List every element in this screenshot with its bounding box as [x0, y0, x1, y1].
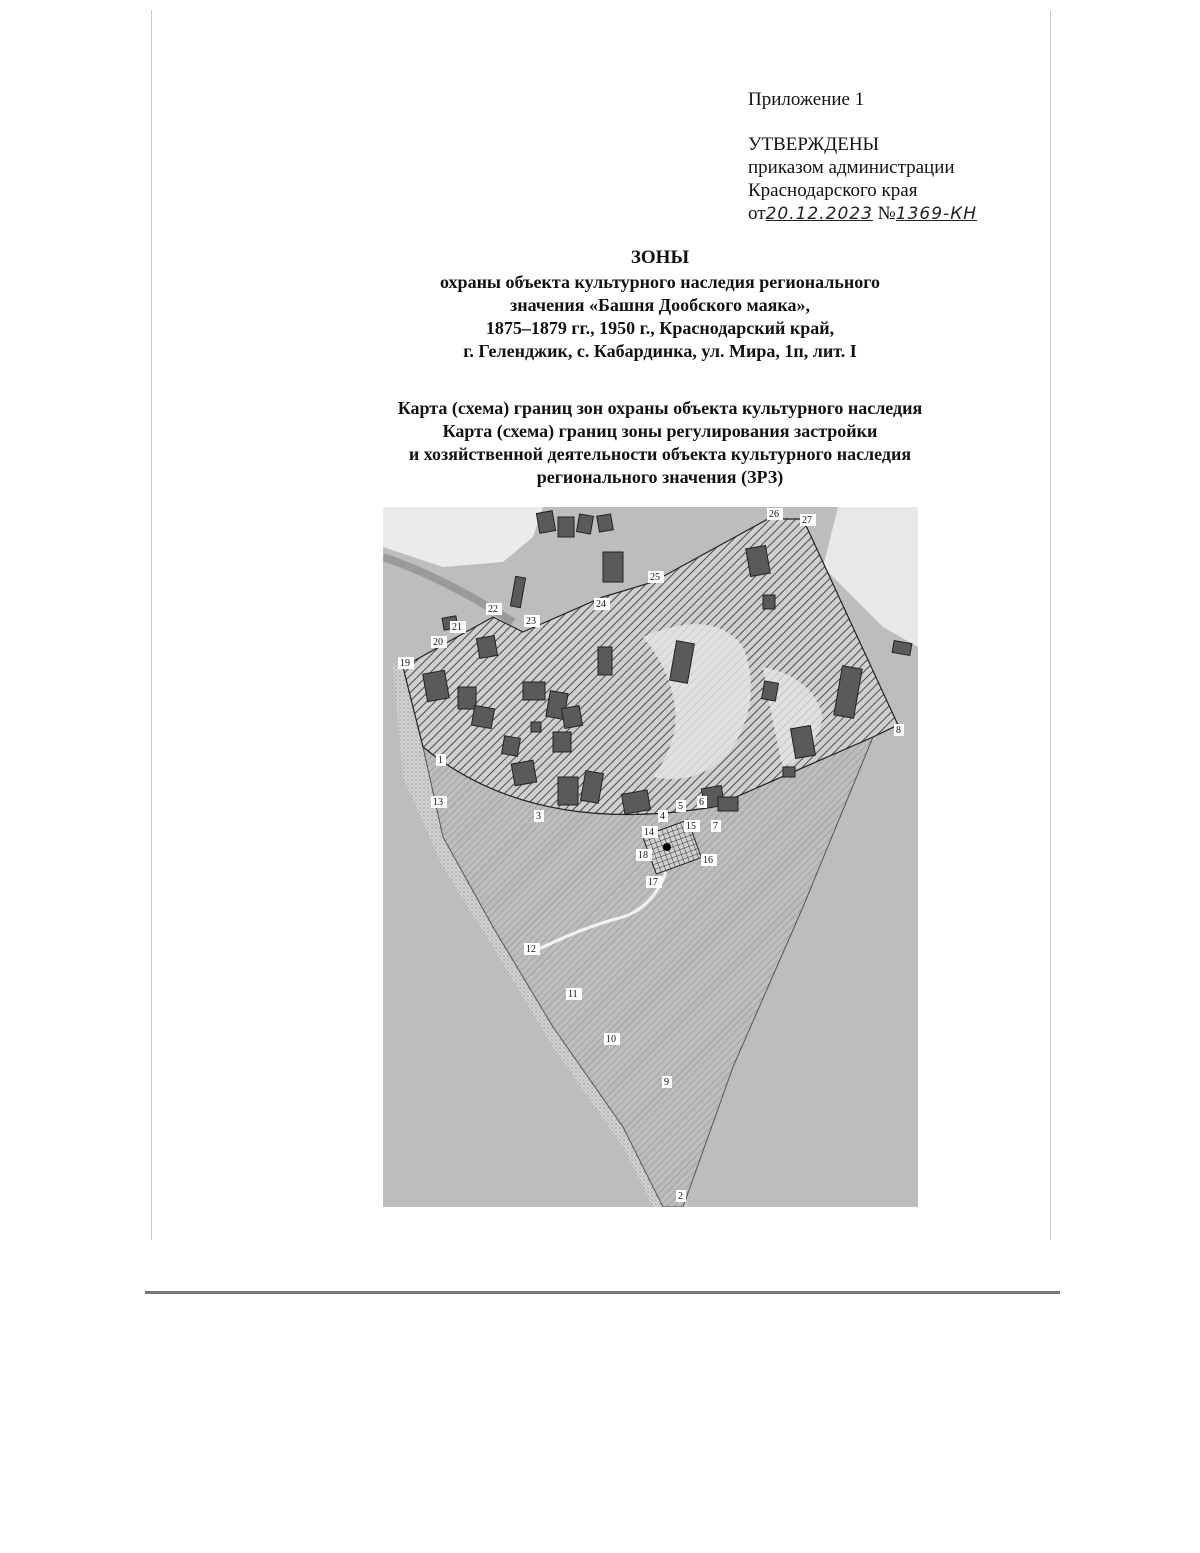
point-label-26: 26	[769, 509, 779, 520]
appendix-label: Приложение 1	[748, 89, 865, 110]
point-label-27: 27	[802, 515, 812, 526]
map-title-line4: регионального значения (ЗРЗ)	[536, 467, 784, 487]
point-label-9: 9	[664, 1077, 669, 1088]
building	[762, 681, 779, 701]
point-label-22: 22	[488, 604, 498, 615]
building	[577, 514, 594, 534]
approved-line1: приказом администрации	[748, 157, 955, 178]
point-label-17: 17	[648, 877, 658, 888]
zone-map	[383, 507, 918, 1207]
building	[502, 736, 521, 757]
point-label-19: 19	[400, 658, 410, 669]
building	[476, 636, 497, 659]
point-label-25: 25	[650, 572, 660, 583]
building	[783, 767, 795, 777]
building	[511, 760, 536, 785]
point-label-18: 18	[638, 850, 648, 861]
point-label-20: 20	[433, 637, 443, 648]
building	[553, 732, 571, 752]
point-label-2: 2	[678, 1191, 683, 1202]
handwritten-date: 20.12.2023	[765, 204, 873, 224]
building	[558, 517, 574, 537]
map-title-line1: Карта (схема) границ зон охраны объекта культурного наследия	[397, 398, 923, 418]
approval-block	[748, 88, 977, 226]
building	[621, 790, 650, 814]
building	[598, 647, 612, 675]
building	[536, 511, 555, 533]
scan-right-edge	[1050, 10, 1051, 1240]
handwritten-number: 1369-КН	[895, 204, 978, 224]
map-title-line2: Карта (схема) границ зоны регулирования застройки	[442, 421, 878, 441]
approval-date-number	[748, 202, 977, 226]
title-line2: значения «Башня Дообского маяка»,	[510, 295, 810, 315]
building	[471, 705, 494, 728]
building	[523, 682, 545, 700]
building	[763, 595, 775, 609]
document-title	[300, 246, 1020, 363]
building	[603, 552, 623, 582]
map-title	[300, 397, 1020, 489]
title-line4: г. Геленджик, с. Кабардинка, ул. Мира, 1п, лит. I	[463, 341, 857, 361]
building	[458, 687, 476, 709]
building	[597, 514, 614, 532]
bottom-rule	[145, 1291, 1060, 1294]
point-label-6: 6	[699, 797, 704, 808]
building	[718, 797, 738, 811]
number-prefix: №	[877, 203, 896, 224]
title-line1: охраны объекта культурного наследия регионального	[440, 272, 880, 292]
point-label-15: 15	[686, 821, 696, 832]
point-label-7: 7	[713, 821, 718, 832]
point-label-24: 24	[596, 599, 606, 610]
point-label-12: 12	[526, 944, 536, 955]
lighthouse-marker	[663, 843, 671, 851]
building	[531, 722, 541, 732]
building	[561, 706, 582, 729]
point-label-14: 14	[644, 827, 654, 838]
point-label-23: 23	[526, 616, 536, 627]
point-label-13: 13	[433, 797, 443, 808]
building	[746, 545, 771, 576]
approved-line2: Краснодарского края	[748, 180, 918, 201]
point-label-4: 4	[660, 811, 665, 822]
building	[423, 670, 450, 701]
point-label-5: 5	[678, 801, 683, 812]
title-line3: 1875–1879 гг., 1950 г., Краснодарский край,	[485, 318, 835, 338]
point-label-10: 10	[606, 1034, 616, 1045]
point-label-1: 1	[438, 755, 443, 766]
point-label-11: 11	[568, 989, 578, 1000]
point-label-21: 21	[452, 622, 462, 633]
approved-label: УТВЕРЖДЕНЫ	[748, 134, 880, 155]
building	[558, 777, 578, 805]
scan-left-edge	[151, 10, 152, 1240]
map-title-line3: и хозяйственной деятельности объекта культурного наследия	[408, 444, 912, 464]
point-label-16: 16	[703, 855, 713, 866]
building	[892, 641, 912, 656]
point-label-8: 8	[896, 725, 901, 736]
date-prefix: от	[748, 203, 766, 224]
title-zones: ЗОНЫ	[630, 247, 690, 268]
point-label-3: 3	[536, 811, 541, 822]
